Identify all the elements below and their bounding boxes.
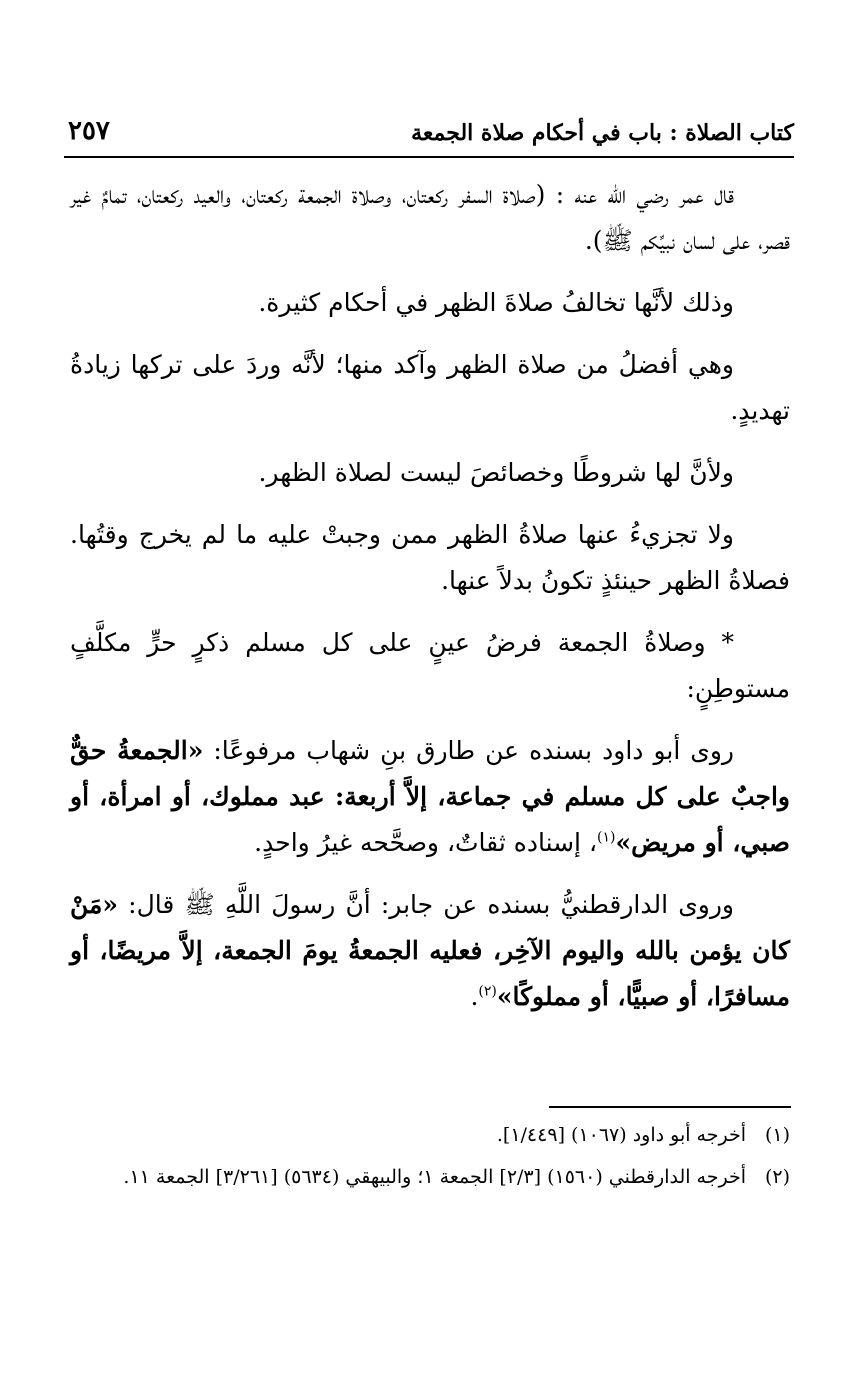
hadith-intro: روى أبو داود بسنده عن طارق بنِ شهاب مرفوعًا:: [203, 736, 735, 765]
paragraph-daraqutni: [70, 882, 790, 1020]
footnote-item: [70, 1116, 790, 1154]
paragraph-substitute: ولا تجزيءُ عنها صلاةُ الظهر ممن وجبتْ عليه ما لم يخرج وقتُها. فصلاةُ الظهر حينئذٍ تكونُ بدلاً عنها.: [70, 520, 790, 595]
paragraph-obligation: * وصلاةُ الجمعة فرضُ عينٍ على كل مسلم ذكرٍ حرٍّ مكلَّفٍ مستوطِنٍ:: [70, 628, 790, 703]
hadith-tail: .: [470, 982, 479, 1011]
footnote-ref[interactable]: (١): [597, 829, 616, 846]
main-text: [70, 172, 790, 1036]
footnote-ref[interactable]: (٢): [478, 983, 497, 1000]
paragraph-virtue: وهي أفضلُ من صلاة الظهر وآكد منها؛ لأنَّه وردَ على تركها زيادةُ تهديدٍ.: [70, 350, 790, 425]
paragraph-abu-dawud: [70, 728, 790, 866]
footnotes: [70, 1116, 790, 1200]
paragraph-conditions: ولأنَّ لها شروطًا وخصائصَ ليست لصلاة الظهر.: [258, 458, 734, 487]
footnote-number: (١): [764, 1124, 790, 1146]
footnote-text: أخرجه الدارقطني (١٥٦٠) [٢/٣] الجمعة ١؛ والبيهقي (٥٦٣٤) [٣/٢٦١] الجمعة ١١.: [123, 1166, 746, 1188]
footnote-item: [70, 1158, 790, 1196]
running-title: كتاب الصلاة : باب في أحكام صلاة الجمعة: [411, 120, 794, 146]
footnote-text: أخرجه أبو داود (١٠٦٧) [١/٤٤٩].: [496, 1124, 746, 1146]
hadith-tail: ، إسناده ثقاتٌ، وصحَّحه غيرُ واحدٍ.: [254, 828, 598, 857]
page-number: ٢٥٧: [68, 116, 110, 146]
paragraph-umar-quote: قال عمر رضي الله عنه : (صلاة السفر ركعتان، وصلاة الجمعة ركعتان، والعيد ركعتان، تمامٌ غير قصر، على لسان نبيِّكم ﷺ).: [70, 180, 790, 255]
paragraph-differences: وذلك لأنَّها تخالفُ صلاةَ الظهر في أحكام كثيرة.: [258, 288, 734, 317]
hadith-intro: وروى الدارقطنيُّ بسنده عن جابر: أنَّ رسولَ اللَّهِ ﷺ قال:: [118, 890, 734, 919]
page-header: [64, 112, 794, 158]
footnote-number: (٢): [764, 1166, 790, 1188]
header-rule: [64, 156, 794, 158]
footnote-rule: [549, 1106, 791, 1108]
hadith-text: «مَنْ كان يؤمن بالله واليوم الآخِر، فعليه الجمعةُ يومَ الجمعة، إلاَّ مريضًا، أو مسافرًا، أو صبيًّا، أو مملوكًا»: [70, 890, 790, 1011]
hadith-text: «الجمعةُ حقٌّ واجبٌ على كل مسلم في جماعة، إلاَّ أربعة: عبد مملوك، أو امرأة، أو صبي، أو مريض»: [70, 736, 790, 857]
